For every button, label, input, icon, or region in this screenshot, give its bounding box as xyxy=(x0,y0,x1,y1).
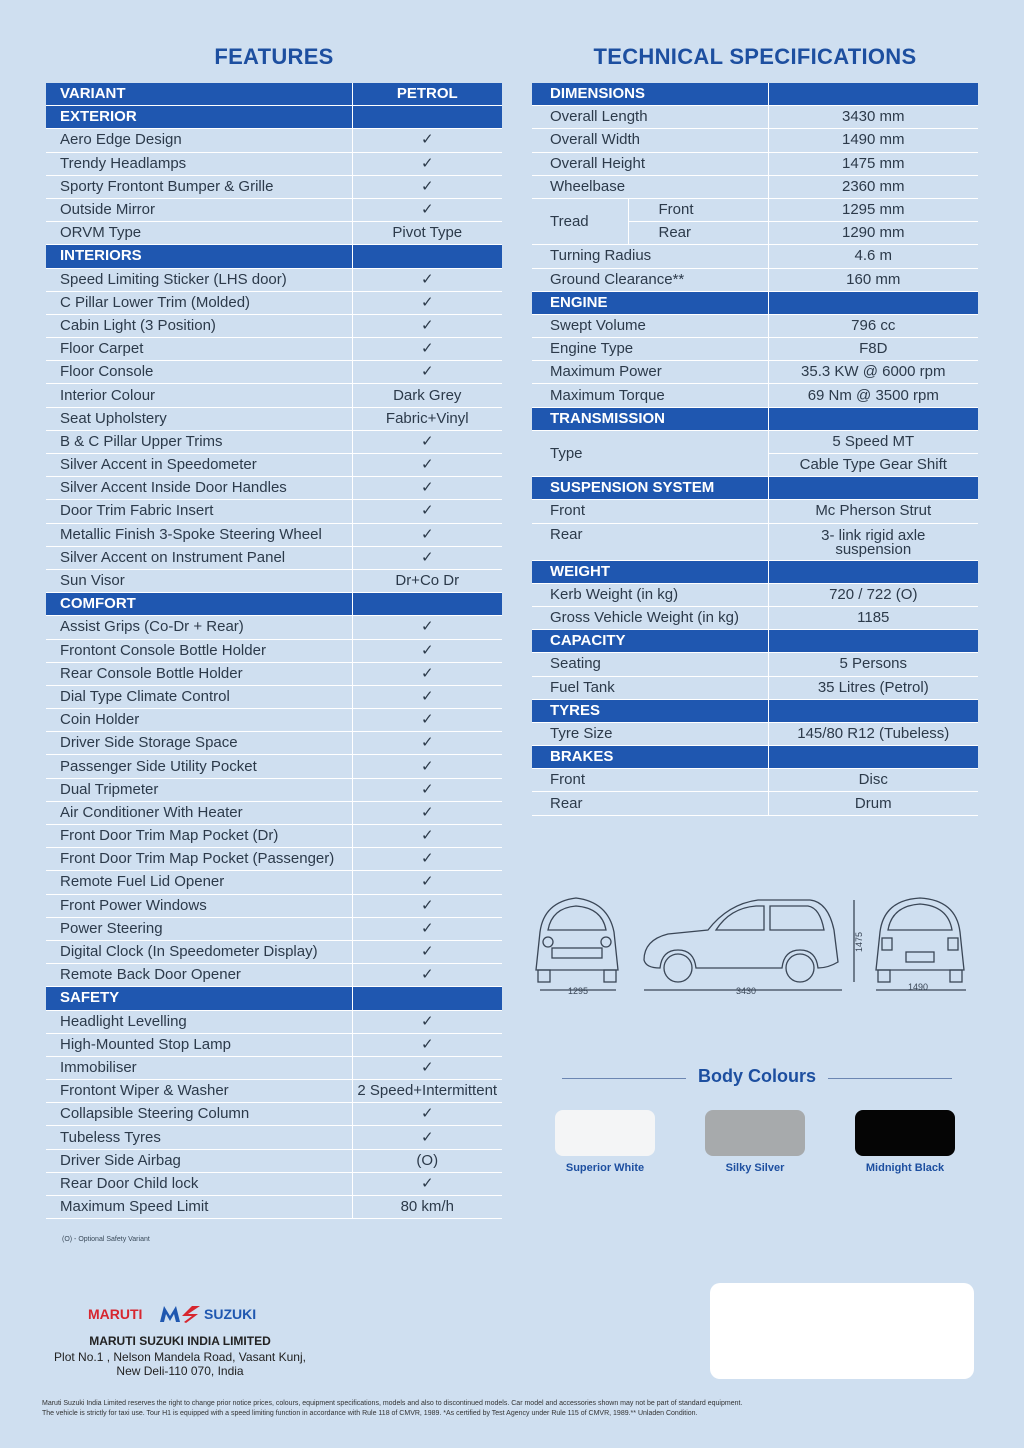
feature-label: Interior Colour xyxy=(46,384,352,407)
feature-label: Digital Clock (In Speedometer Display) xyxy=(46,940,352,963)
spec-row xyxy=(532,198,978,221)
spec-row xyxy=(532,245,978,268)
spec-label: Overall Width xyxy=(532,129,768,152)
feature-row xyxy=(46,709,502,732)
feature-label: Sun Visor xyxy=(46,569,352,592)
spec-value: 35.3 KW @ 6000 rpm xyxy=(768,361,978,384)
feature-value: ✓ xyxy=(352,152,502,175)
car-dimension-drawings xyxy=(528,890,978,1000)
body-colours-title: Body Colours xyxy=(697,1066,816,1086)
logo-graphic xyxy=(88,1302,274,1326)
spec-value: 35 Litres (Petrol) xyxy=(768,676,978,699)
section-dimensions xyxy=(532,83,978,106)
feature-row xyxy=(46,338,502,361)
feature-value: ✓ xyxy=(352,268,502,291)
feature-value: ✓ xyxy=(352,129,502,152)
feature-label: Silver Accent on Instrument Panel xyxy=(46,546,352,569)
maruti-suzuki-logo xyxy=(88,1302,274,1326)
feature-value: ✓ xyxy=(352,825,502,848)
feature-row xyxy=(46,1172,502,1195)
feature-label: Door Trim Fabric Insert xyxy=(46,500,352,523)
feature-row xyxy=(46,732,502,755)
spec-row xyxy=(532,361,978,384)
feature-row xyxy=(46,500,502,523)
section-title: COMFORT xyxy=(46,593,352,616)
section-brakes xyxy=(532,746,978,769)
spec-row xyxy=(532,500,978,523)
spec-row xyxy=(532,430,978,453)
spec-label: Gross Vehicle Weight (in kg) xyxy=(532,606,768,629)
feature-value: ✓ xyxy=(352,1103,502,1126)
spec-row xyxy=(532,268,978,291)
feature-value: ✓ xyxy=(352,1126,502,1149)
spec-label: Maximum Power xyxy=(532,361,768,384)
spec-label: Engine Type xyxy=(532,338,768,361)
feature-label: Trendy Headlamps xyxy=(46,152,352,175)
feature-value: ✓ xyxy=(352,709,502,732)
spec-label: Tread xyxy=(532,198,628,244)
spec-row xyxy=(532,384,978,407)
spec-label: Wheelbase xyxy=(532,175,768,198)
feature-value: ✓ xyxy=(352,964,502,987)
spec-value: 4.6 m xyxy=(768,245,978,268)
section-exterior xyxy=(46,106,502,129)
feature-row xyxy=(46,152,502,175)
feature-row xyxy=(46,871,502,894)
feature-label: Dial Type Climate Control xyxy=(46,685,352,708)
feature-value: ✓ xyxy=(352,1056,502,1079)
spec-label: Kerb Weight (in kg) xyxy=(532,583,768,606)
section-header-value xyxy=(352,987,502,1010)
spec-label: Front xyxy=(532,500,768,523)
spec-label: Swept Volume xyxy=(532,314,768,337)
feature-label: Front Door Trim Map Pocket (Dr) xyxy=(46,825,352,848)
spec-row xyxy=(532,792,978,815)
section-title: ENGINE xyxy=(532,291,768,314)
feature-label: Sporty Frontont Bumper & Grille xyxy=(46,175,352,198)
section-title: TRANSMISSION xyxy=(532,407,768,430)
spec-label: Overall Length xyxy=(532,106,768,129)
feature-row xyxy=(46,361,502,384)
section-comfort xyxy=(46,593,502,616)
feature-row xyxy=(46,523,502,546)
spec-row xyxy=(532,523,978,560)
disclaimer-line1: Maruti Suzuki India Limited reserves the right to change prior notice prices, colours, equipment specifications, models and also to discontinued models. Car model and accessories shown may not be part of standard equipment. xyxy=(42,1400,743,1407)
feature-label: Cabin Light (3 Position) xyxy=(46,314,352,337)
feature-row xyxy=(46,291,502,314)
feature-label: Metallic Finish 3-Spoke Steering Wheel xyxy=(46,523,352,546)
feature-value: ✓ xyxy=(352,546,502,569)
feature-label: Immobiliser xyxy=(46,1056,352,1079)
side-height-dim: 1475 xyxy=(854,931,864,952)
feature-row xyxy=(46,1010,502,1033)
spec-label: Tyre Size xyxy=(532,722,768,745)
spec-value: 1475 mm xyxy=(768,152,978,175)
feature-row xyxy=(46,569,502,592)
feature-value: ✓ xyxy=(352,361,502,384)
spec-label: Type xyxy=(532,430,768,476)
spec-value: 3430 mm xyxy=(768,106,978,129)
section-title: WEIGHT xyxy=(532,560,768,583)
spec-value: 1185 xyxy=(768,606,978,629)
section-title: VARIANT xyxy=(46,83,352,106)
feature-row xyxy=(46,384,502,407)
colour-label: Midnight Black xyxy=(865,1162,945,1174)
feature-label: High-Mounted Stop Lamp xyxy=(46,1033,352,1056)
spec-row xyxy=(532,583,978,606)
section-header-value: PETROL xyxy=(352,83,502,106)
feature-value: ✓ xyxy=(352,662,502,685)
feature-label: Assist Grips (Co-Dr + Rear) xyxy=(46,616,352,639)
feature-label: Tubeless Tyres xyxy=(46,1126,352,1149)
spec-value: 1295 mm xyxy=(768,198,978,221)
section-header-value xyxy=(352,245,502,268)
feature-row xyxy=(46,454,502,477)
spec-label: Maximum Torque xyxy=(532,384,768,407)
spec-value: F8D xyxy=(768,338,978,361)
feature-value: Dark Grey xyxy=(352,384,502,407)
feature-label: Seat Upholstery xyxy=(46,407,352,430)
company-address-line1: Plot No.1 , Nelson Mandela Road, Vasant Kunj, xyxy=(54,1350,306,1364)
feature-row xyxy=(46,175,502,198)
spec-row xyxy=(532,175,978,198)
body-colours-heading xyxy=(562,1066,952,1092)
section-title: TYRES xyxy=(532,699,768,722)
section-safety xyxy=(46,987,502,1010)
spec-value: 1490 mm xyxy=(768,129,978,152)
feature-row xyxy=(46,314,502,337)
feature-value: ✓ xyxy=(352,291,502,314)
feature-row xyxy=(46,198,502,221)
feature-row xyxy=(46,1103,502,1126)
car-side-view xyxy=(644,900,854,990)
feature-value: ✓ xyxy=(352,732,502,755)
feature-label: Collapsible Steering Column xyxy=(46,1103,352,1126)
spec-value: 720 / 722 (O) xyxy=(768,583,978,606)
feature-row xyxy=(46,268,502,291)
feature-value: ✓ xyxy=(352,917,502,940)
colour-label: Superior White xyxy=(565,1162,645,1174)
feature-row xyxy=(46,662,502,685)
car-rear-view xyxy=(876,898,966,990)
feature-row xyxy=(46,430,502,453)
feature-label: Coin Holder xyxy=(46,709,352,732)
spec-value: 2360 mm xyxy=(768,175,978,198)
feature-value: ✓ xyxy=(352,430,502,453)
feature-row xyxy=(46,940,502,963)
feature-label: Power Steering xyxy=(46,917,352,940)
section-title: CAPACITY xyxy=(532,630,768,653)
feature-value: 2 Speed+Intermittent xyxy=(352,1080,502,1103)
company-address-line2: New Deli-110 070, India xyxy=(116,1364,244,1378)
feature-row xyxy=(46,546,502,569)
feature-label: Rear Door Child lock xyxy=(46,1172,352,1195)
feature-value: Pivot Type xyxy=(352,222,502,245)
spec-row xyxy=(532,653,978,676)
feature-label: Rear Console Bottle Holder xyxy=(46,662,352,685)
feature-value: ✓ xyxy=(352,477,502,500)
colour-swatch-silver xyxy=(705,1110,805,1156)
feature-value: ✓ xyxy=(352,871,502,894)
spec-label: Rear xyxy=(532,523,768,560)
spec-value: 5 Speed MT xyxy=(768,430,978,453)
feature-value: ✓ xyxy=(352,755,502,778)
section-interiors xyxy=(46,245,502,268)
feature-label: Passenger Side Utility Pocket xyxy=(46,755,352,778)
spec-row xyxy=(532,106,978,129)
feature-row xyxy=(46,407,502,430)
spec-sublabel: Front xyxy=(628,198,768,221)
feature-label: Driver Side Airbag xyxy=(46,1149,352,1172)
feature-value: ✓ xyxy=(352,314,502,337)
section-suspension xyxy=(532,477,978,500)
feature-value: ✓ xyxy=(352,500,502,523)
spec-value: 69 Nm @ 3500 rpm xyxy=(768,384,978,407)
feature-value: ✓ xyxy=(352,338,502,361)
spec-value xyxy=(768,523,978,560)
feature-row xyxy=(46,825,502,848)
feature-value: ✓ xyxy=(352,685,502,708)
feature-label: Front Power Windows xyxy=(46,894,352,917)
spec-row xyxy=(532,152,978,175)
feature-value: ✓ xyxy=(352,639,502,662)
spec-row xyxy=(532,314,978,337)
feature-row xyxy=(46,616,502,639)
spec-row xyxy=(532,338,978,361)
spec-label: Rear xyxy=(532,792,768,815)
company-name: MARUTI SUZUKI INDIA LIMITED xyxy=(89,1334,271,1348)
spec-value: Drum xyxy=(768,792,978,815)
rear-width-dim: 1490 xyxy=(908,982,929,992)
feature-value: ✓ xyxy=(352,778,502,801)
car-front-view xyxy=(536,898,618,990)
spec-label: Ground Clearance** xyxy=(532,268,768,291)
feature-value: (O) xyxy=(352,1149,502,1172)
feature-row xyxy=(46,1126,502,1149)
feature-label: Silver Accent in Speedometer xyxy=(46,454,352,477)
feature-value: ✓ xyxy=(352,523,502,546)
feature-row xyxy=(46,1149,502,1172)
variant-header xyxy=(46,83,502,106)
feature-label: Remote Back Door Opener xyxy=(46,964,352,987)
spec-label: Front xyxy=(532,769,768,792)
optional-note: (O) - Optional Safety Variant xyxy=(62,1236,150,1243)
spec-value: Disc xyxy=(768,769,978,792)
section-transmission xyxy=(532,407,978,430)
colour-swatch-black xyxy=(855,1110,955,1156)
section-title: DIMENSIONS xyxy=(532,83,768,106)
feature-row xyxy=(46,1080,502,1103)
section-title: INTERIORS xyxy=(46,245,352,268)
feature-value: ✓ xyxy=(352,454,502,477)
logo-maruti-text: MARUTI xyxy=(88,1306,143,1322)
feature-value: ✓ xyxy=(352,616,502,639)
spec-row xyxy=(532,722,978,745)
spec-value: Cable Type Gear Shift xyxy=(768,454,978,477)
section-title: EXTERIOR xyxy=(46,106,352,129)
feature-label: B & C Pillar Upper Trims xyxy=(46,430,352,453)
feature-value: Fabric+Vinyl xyxy=(352,407,502,430)
section-capacity xyxy=(532,630,978,653)
specs-table xyxy=(532,83,978,816)
feature-value: ✓ xyxy=(352,1172,502,1195)
spec-value: 145/80 R12 (Tubeless) xyxy=(768,722,978,745)
feature-row xyxy=(46,755,502,778)
spec-value-line: suspension xyxy=(835,540,912,558)
feature-value: ✓ xyxy=(352,940,502,963)
feature-row xyxy=(46,848,502,871)
feature-label: Dual Tripmeter xyxy=(46,778,352,801)
spec-value-line: 3- link rigid axle xyxy=(821,526,926,544)
spec-label: Fuel Tank xyxy=(532,676,768,699)
logo-suzuki-text: SUZUKI xyxy=(204,1306,257,1322)
feature-value: ✓ xyxy=(352,1033,502,1056)
section-weight xyxy=(532,560,978,583)
specs-title: TECHNICAL SPECIFICATIONS xyxy=(593,44,917,69)
section-header-value xyxy=(352,593,502,616)
dealer-stamp-box xyxy=(710,1283,974,1379)
feature-label: Remote Fuel Lid Opener xyxy=(46,871,352,894)
feature-row xyxy=(46,685,502,708)
feature-label: Frontont Wiper & Washer xyxy=(46,1080,352,1103)
feature-value: ✓ xyxy=(352,175,502,198)
section-title: SAFETY xyxy=(46,987,352,1010)
feature-label: Speed Limiting Sticker (LHS door) xyxy=(46,268,352,291)
feature-value: Dr+Co Dr xyxy=(352,569,502,592)
spec-value: 160 mm xyxy=(768,268,978,291)
section-title: BRAKES xyxy=(532,746,768,769)
spec-row xyxy=(532,676,978,699)
feature-value: ✓ xyxy=(352,198,502,221)
spec-label: Turning Radius xyxy=(532,245,768,268)
feature-row xyxy=(46,1033,502,1056)
feature-row xyxy=(46,1056,502,1079)
feature-row xyxy=(46,801,502,824)
feature-row xyxy=(46,639,502,662)
feature-row xyxy=(46,1196,502,1219)
feature-label: Frontont Console Bottle Holder xyxy=(46,639,352,662)
spec-label: Seating xyxy=(532,653,768,676)
feature-row xyxy=(46,778,502,801)
feature-label: Headlight Levelling xyxy=(46,1010,352,1033)
spec-row xyxy=(532,129,978,152)
features-table xyxy=(46,83,502,1219)
feature-row xyxy=(46,222,502,245)
feature-label: Floor Carpet xyxy=(46,338,352,361)
feature-row xyxy=(46,129,502,152)
feature-value: 80 km/h xyxy=(352,1196,502,1219)
feature-label: Front Door Trim Map Pocket (Passenger) xyxy=(46,848,352,871)
spec-label: Overall Height xyxy=(532,152,768,175)
spec-sublabel: Rear xyxy=(628,222,768,245)
feature-value: ✓ xyxy=(352,894,502,917)
feature-label: Maximum Speed Limit xyxy=(46,1196,352,1219)
section-tyres xyxy=(532,699,978,722)
section-header-value xyxy=(352,106,502,129)
feature-label: Floor Console xyxy=(46,361,352,384)
side-length-dim: 3430 xyxy=(736,986,757,996)
spec-row xyxy=(532,769,978,792)
disclaimer-line2: The vehicle is strictly for taxi use. Tour H1 is equipped with a speed limiting function in accordance with Rule 118 of CMVR, 1989. *As certified by Test Agency under Rule 115 of CMVR, 1989.** Unladen Condition. xyxy=(42,1410,698,1417)
front-width-dim: 1295 xyxy=(568,986,589,996)
section-title: SUSPENSION SYSTEM xyxy=(532,477,768,500)
suzuki-s-icon xyxy=(182,1306,200,1323)
feature-value: ✓ xyxy=(352,801,502,824)
spec-value: 796 cc xyxy=(768,314,978,337)
spec-value: Mc Pherson Strut xyxy=(768,500,978,523)
section-engine xyxy=(532,291,978,314)
feature-label: ORVM Type xyxy=(46,222,352,245)
maruti-mark-icon xyxy=(160,1306,180,1322)
features-title: FEATURES xyxy=(214,44,334,69)
feature-value: ✓ xyxy=(352,848,502,871)
spec-value: 1290 mm xyxy=(768,222,978,245)
feature-row xyxy=(46,964,502,987)
colour-swatch-white xyxy=(555,1110,655,1156)
feature-row xyxy=(46,477,502,500)
feature-row xyxy=(46,917,502,940)
spec-value: 5 Persons xyxy=(768,653,978,676)
feature-label: Outside Mirror xyxy=(46,198,352,221)
feature-label: C Pillar Lower Trim (Molded) xyxy=(46,291,352,314)
feature-label: Driver Side Storage Space xyxy=(46,732,352,755)
colour-label: Silky Silver xyxy=(725,1162,785,1174)
feature-label: Aero Edge Design xyxy=(46,129,352,152)
feature-value: ✓ xyxy=(352,1010,502,1033)
feature-row xyxy=(46,894,502,917)
feature-label: Silver Accent Inside Door Handles xyxy=(46,477,352,500)
feature-label: Air Conditioner With Heater xyxy=(46,801,352,824)
spec-row xyxy=(532,606,978,629)
